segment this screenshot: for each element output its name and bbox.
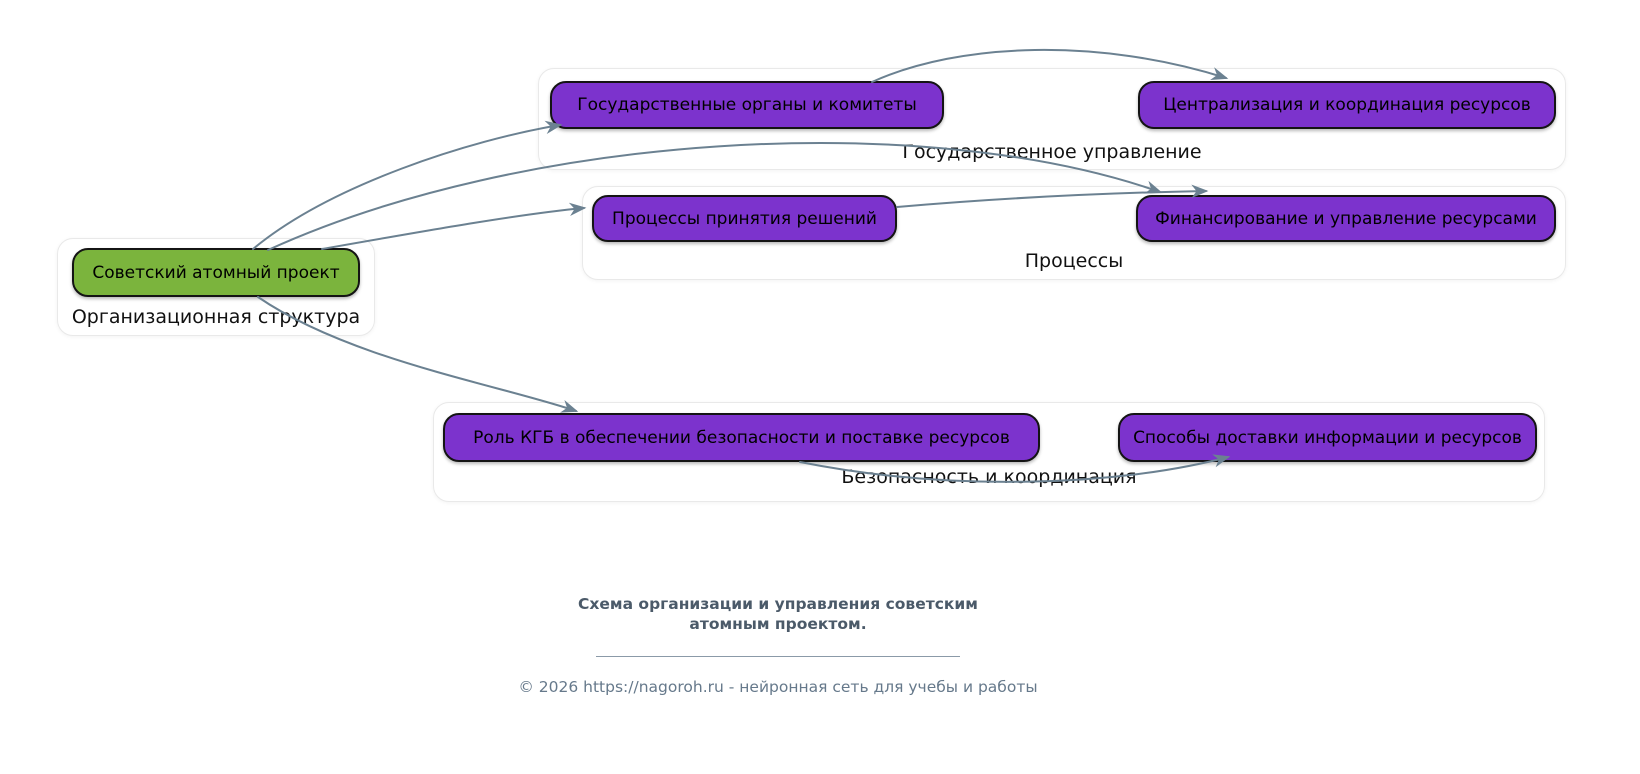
group-label-security-coordination: Безопасность и координация: [841, 466, 1137, 488]
node-delivery-methods: Способы доставки информации и ресурсов: [1118, 413, 1537, 462]
node-centralization-coordination: Централизация и координация ресурсов: [1138, 81, 1556, 129]
caption-divider: [596, 656, 960, 657]
node-funding-resource-management: Финансирование и управление ресурсами: [1136, 195, 1556, 242]
caption-title-line2: атомным проектом.: [689, 615, 867, 633]
edge-root-to-state-bodies: [253, 125, 560, 249]
group-label-state-governance: Государственное управление: [902, 141, 1202, 163]
node-decision-processes: Процессы принятия решений: [592, 195, 897, 242]
caption-title: [478, 594, 1078, 634]
caption-title-line1: Схема организации и управления советским: [578, 595, 978, 613]
node-state-bodies-committees: Государственные органы и комитеты: [550, 81, 944, 129]
caption-block: [478, 594, 1078, 696]
group-label-org-structure: Организационная структура: [71, 306, 361, 328]
node-soviet-atomic-project: Советский атомный проект: [72, 248, 360, 297]
group-label-processes: Процессы: [1024, 250, 1124, 272]
node-kgb-role: Роль КГБ в обеспечении безопасности и поставке ресурсов: [443, 413, 1040, 462]
caption-copyright: © 2026 https://nagoroh.ru - нейронная сеть для учебы и работы: [518, 678, 1038, 696]
